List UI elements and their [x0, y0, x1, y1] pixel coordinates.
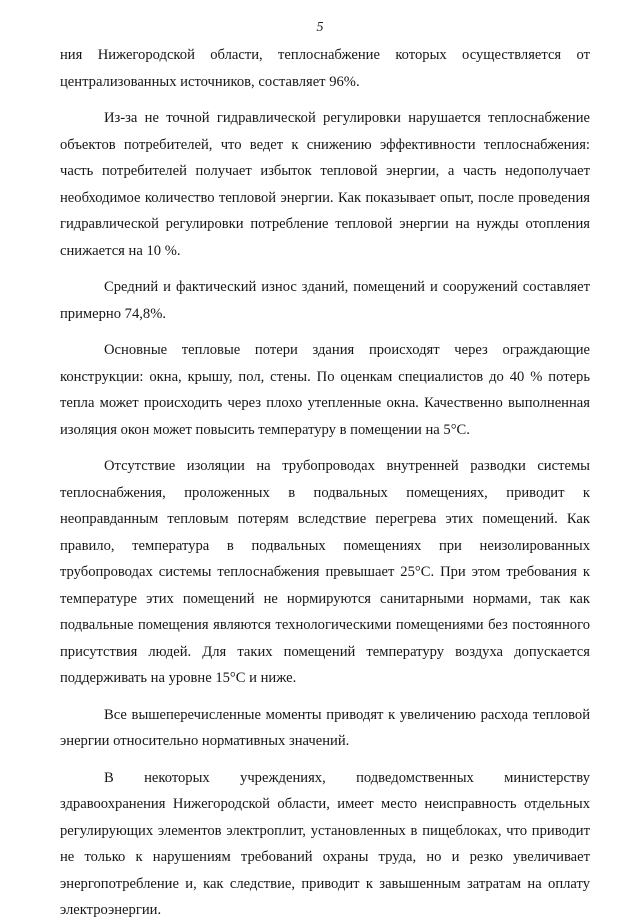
paragraph-consumption-increase: Все вышеперечисленные моменты приводят к увеличению расхода тепловой энергии относительно нормативных значений. — [60, 706, 590, 749]
paragraph-building-wear: Средний и фактический износ зданий, помещений и сооружений составляет примерно 74,8%. — [60, 279, 590, 322]
paragraph-pipe-insulation: Отсутствие изоляции на трубопроводах внутренней разводки системы теплоснабжения, проложенных в подвальных помещениях, приводит к неоправданным тепловым потерям вследствие перегрева этих помещений. Как правило, температура в подвальных помещениях при неизолированных трубопроводах системы теплоснабжения превышает 25°С. При этом требования к температуре этих помещений не нормируются санитарными нормами, так как подвальные помещения являются технологическими помещениями без постоянного присутствия людей. Для таких помещений температуру воздуха допускается поддерживать на уровне 15°С и ниже. — [60, 458, 590, 686]
document-body — [60, 42, 590, 924]
paragraph-hydraulic-regulation: Из-за не точной гидравлической регулировки нарушается теплоснабжение объектов потребителей, что ведет к снижению эффективности теплоснабжения: часть потребителей получает избыток тепловой энергии, а часть недополучает необходимое количество тепловой энергии. Как показывает опыт, после проведения гидравлической регулировки потребление тепловой энергии на нужды отопления снижается на 10 %. — [60, 110, 590, 259]
paragraph-continuation: ния Нижегородской области, теплоснабжение которых осуществляется от централизованных источников, составляет 96%. — [60, 47, 590, 90]
paragraph-heat-losses: Основные тепловые потери здания происходят через ограждающие конструкции: окна, крышу, пол, стены. По оценкам специалистов до 40 % потерь тепла может происходить через плохо утепленные окна. Качественно выполненная изоляция окон может повысить температуру в помещении на 5°С. — [60, 342, 590, 438]
paragraph-electric-stoves: В некоторых учреждениях, подведомственных министерству здравоохранения Нижегородской области, имеет место неисправность отдельных регулирующих элементов электроплит, установленных в пищеблоках, что приводит не только к нарушениям требований охраны труда, но и резко увеличивает энергопотребление и, как следствие, приводит к завышенным затратам на оплату электроэнергии. — [60, 769, 590, 918]
page-number: 5 — [316, 20, 324, 35]
